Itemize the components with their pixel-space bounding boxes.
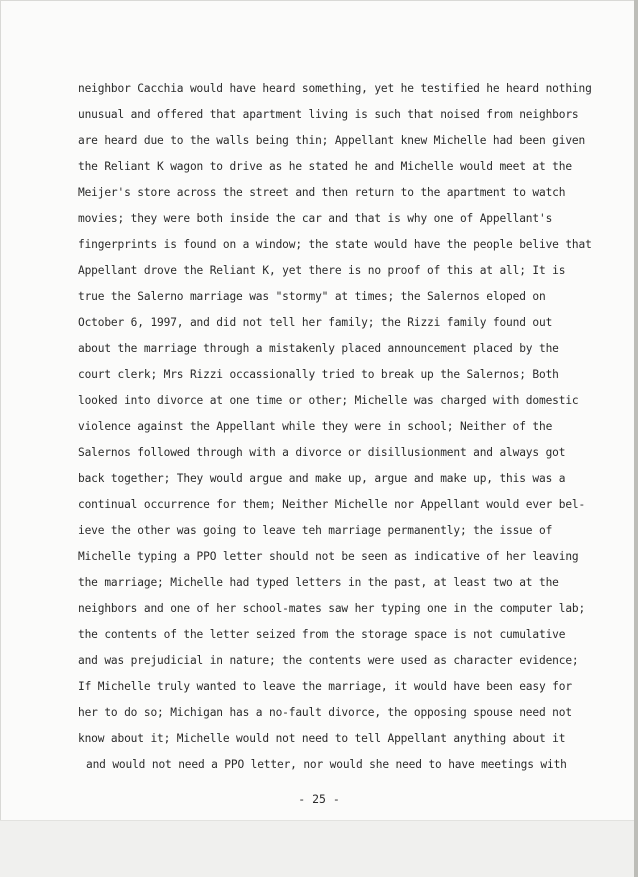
page-number: - 25 - (298, 792, 340, 806)
text-line: Appellant drove the Reliant K, yet there is no proof of this at all; It is (78, 264, 566, 277)
scan-bottom-margin (0, 820, 638, 877)
text-line: ieve the other was going to leave teh marriage permanently; the issue of (78, 524, 553, 537)
text-line: Meijer's store across the street and then return to the apartment to watch (78, 186, 566, 199)
text-line: neighbors and one of her school-mates saw her typing one in the computer lab; (78, 602, 586, 615)
text-line: Salernos followed through with a divorce or disillusionment and always got (78, 446, 566, 459)
text-line: true the Salerno marriage was "stormy" at times; the Salernos eloped on (78, 290, 546, 303)
text-line: If Michelle truly wanted to leave the marriage, it would have been easy for (78, 680, 572, 693)
text-line: her to do so; Michigan has a no-fault divorce, the opposing spouse need not (78, 706, 572, 719)
text-line: and was prejudicial in nature; the contents were used as character evidence; (78, 654, 579, 667)
text-line: the Reliant K wagon to drive as he stated he and Michelle would meet at the (78, 160, 572, 173)
text-line: movies; they were both inside the car and that is why one of Appellant's (78, 212, 553, 225)
text-line: are heard due to the walls being thin; Appellant knew Michelle had been given (78, 134, 586, 147)
text-line: the marriage; Michelle had typed letters in the past, at least two at the (78, 576, 559, 589)
text-line: back together; They would argue and make up, argue and make up, this was a (78, 472, 566, 485)
text-line: court clerk; Mrs Rizzi occassionally tried to break up the Salernos; Both (78, 368, 559, 381)
text-line: unusual and offered that apartment living is such that noised from neighbors (78, 108, 579, 121)
text-line: continual occurrence for them; Neither Michelle nor Appellant would ever bel- (78, 498, 586, 511)
text-line: looked into divorce at one time or other; Michelle was charged with domestic (78, 394, 579, 407)
scan-right-edge (634, 0, 638, 877)
text-line: violence against the Appellant while they were in school; Neither of the (78, 420, 553, 433)
text-line: know about it; Michelle would not need to tell Appellant anything about it (78, 732, 566, 745)
text-line: about the marriage through a mistakenly placed announcement placed by the (78, 342, 559, 355)
text-line: neighbor Cacchia would have heard something, yet he testified he heard nothing (78, 82, 592, 95)
body-text (78, 76, 592, 778)
text-line: Michelle typing a PPO letter should not be seen as indicative of her leaving (78, 550, 579, 563)
text-line: and would not need a PPO letter, nor would she need to have meetings with (86, 758, 567, 771)
text-line: October 6, 1997, and did not tell her family; the Rizzi family found out (78, 316, 553, 329)
text-line: fingerprints is found on a window; the state would have the people belive that (78, 238, 592, 251)
text-line: the contents of the letter seized from the storage space is not cumulative (78, 628, 566, 641)
